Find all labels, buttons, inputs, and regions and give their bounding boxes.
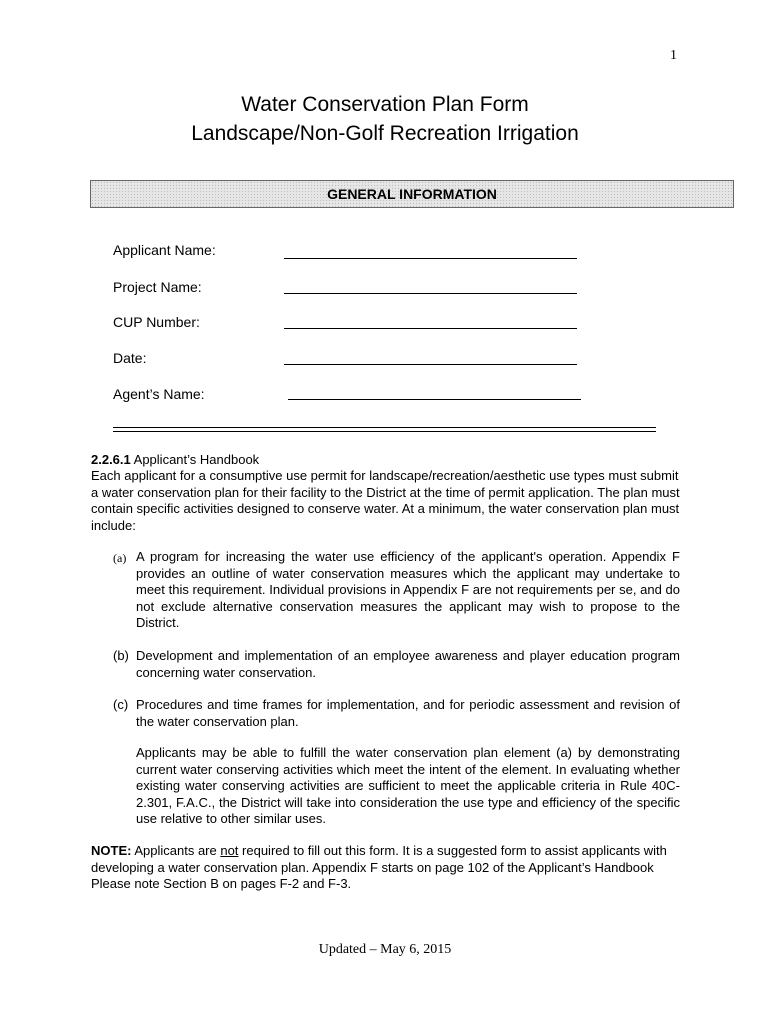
item-c-label: (c) [113,697,129,712]
cup-number-field[interactable] [284,328,577,329]
applicant-name-label: Applicant Name: [113,242,216,258]
item-c-text: Procedures and time frames for implementation, and for periodic assessment and revision of the water conservation plan. [136,697,680,729]
handbook-section-number: 2.2.6.1 [91,452,131,467]
handbook-section-title: Applicant’s Handbook [130,452,260,467]
item-a-label: (a) [113,551,127,565]
handbook-heading [91,452,259,469]
cup-number-label: CUP Number: [113,314,200,330]
title-line-1: Water Conservation Plan Form [241,93,529,116]
item-b-text: Development and implementation of an employee awareness and player education program concerning water conservation. [136,648,680,680]
item-b-label: (b) [113,648,129,663]
note-post: required to fill out this form. It is a suggested form to assist applicants with developing a water conservation plan. Appendix F starts on page 102 of the Applicant’s Handbook Please note Section B on pages F-2 and F-3. [91,843,667,891]
note-pre: Applicants are [131,843,221,858]
page-number: 1 [670,48,677,63]
handbook-intro: Each applicant for a consumptive use permit for landscape/recreation/aesthetic use types must submit a water conservation plan for their facility to the District at the time of permit application. The plan must contain specific activities designed to conserve water. At a minimum, the water conservation plan must include: [91,468,680,533]
note-paragraph [91,843,683,893]
footer-updated: Updated – May 6, 2015 [318,942,452,957]
note-label: NOTE: [91,843,132,858]
applicant-name-field[interactable] [284,258,577,259]
project-name-field[interactable] [284,293,577,294]
general-information-header [90,180,734,208]
title-line-2: Landscape/Non-Golf Recreation Irrigation [191,122,579,145]
note-emphasis: not [220,843,239,858]
page-title [0,90,770,148]
item-a-text: A program for increasing the water use efficiency of the applicant's operation. Appendix F provides an outline of water conservation measures which the applicant may undertake to meet this requirement. Individual provisions in Appendix F are not requirements per se, and do not exclude alternative conservation measures the applicant may wish to propose to the District. [136,549,680,630]
general-information-heading: GENERAL INFORMATION [327,186,497,202]
project-name-label: Project Name: [113,279,202,295]
section-divider [113,427,656,432]
agent-name-field[interactable] [288,399,581,400]
date-field[interactable] [284,364,577,365]
date-label: Date: [113,350,147,366]
handbook-followup: Applicants may be able to fulfill the water conservation plan element (a) by demonstrating current water conserving activities which meet the intent of the element. In evaluating whether existing water conserving activities are sufficient to meet the applicable criteria in Rule 40C-2.301, F.A.C., the District will take into consideration the use type and efficiency of the specific use relative to other similar uses. [136,745,680,826]
agent-name-label: Agent’s Name: [113,386,205,402]
